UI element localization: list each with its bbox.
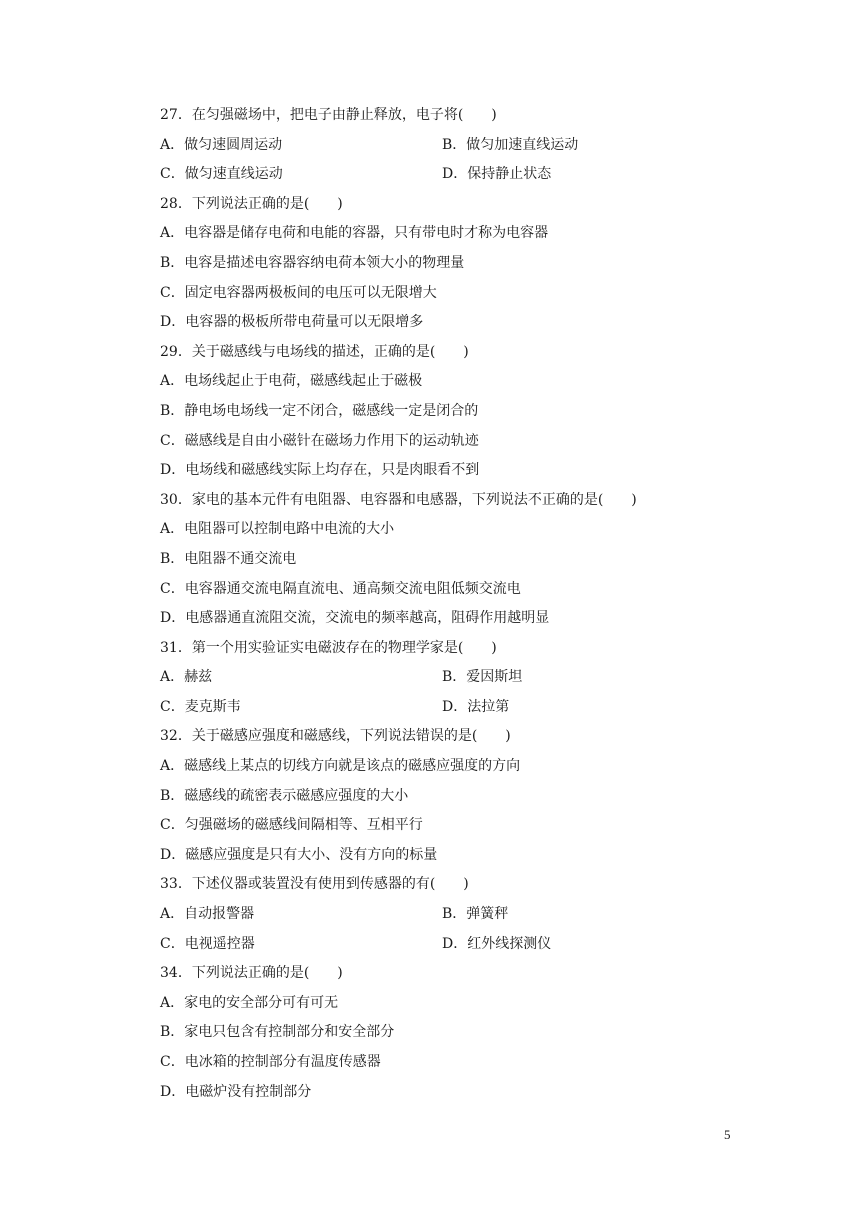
option-b: B．家电只包含有控制部分和安全部分 — [160, 1024, 395, 1041]
question-stem-34: 34．下列说法正确的是( ) — [160, 965, 343, 982]
option-a: A．做匀速圆周运动 — [160, 136, 283, 153]
option-a: A．自动报警器 — [160, 906, 255, 923]
options-row — [160, 900, 760, 930]
option-c: C．磁感线是自由小磁针在磁场力作用下的运动轨迹 — [160, 432, 479, 449]
option-b: B．电容是描述电容器容纳电荷本领大小的物理量 — [160, 254, 465, 271]
option-c: C．匀强磁场的磁感线间隔相等、互相平行 — [160, 817, 423, 834]
question-stem-33: 33．下述仪器或装置没有使用到传感器的有( ) — [160, 876, 469, 893]
option-c: C．麦克斯韦 — [160, 698, 241, 715]
options-row — [160, 693, 760, 723]
option-b: B．做匀加速直线运动 — [442, 136, 579, 153]
question-stem-30: 30．家电的基本元件有电阻器、电容器和电感器，下列说法不正确的是( ) — [160, 491, 637, 508]
option-d: D．电感器通直流阻交流，交流电的频率越高，阻碍作用越明显 — [160, 610, 550, 627]
question-stem-31: 31．第一个用实验证实电磁波存在的物理学家是( ) — [160, 639, 497, 656]
options-row — [160, 160, 760, 190]
option-a: A．家电的安全部分可有可无 — [160, 994, 339, 1011]
option-c: C．电视遥控器 — [160, 935, 255, 952]
option-b: B．静电场电场线一定不闭合，磁感线一定是闭合的 — [160, 402, 479, 419]
option-d: D．法拉第 — [442, 698, 510, 715]
option-d: D．电磁炉没有控制部分 — [160, 1083, 312, 1100]
options-row — [160, 663, 760, 693]
option-d: D．磁感应强度是只有大小、没有方向的标量 — [160, 846, 438, 863]
option-a: A．电容器是储存电荷和电能的容器，只有带电时才称为电容器 — [160, 225, 549, 242]
question-stem-27: 27．在匀强磁场中，把电子由静止释放，电子将( ) — [160, 107, 497, 123]
option-d: D．电场线和磁感线实际上均存在，只是肉眼看不到 — [160, 462, 480, 479]
option-a: A．电场线起止于电荷，磁感线起止于磁极 — [160, 373, 423, 390]
options-row — [160, 131, 760, 161]
question-stem-29: 29．关于磁感线与电场线的描述，正确的是( ) — [160, 343, 469, 360]
option-b: B．电阻器不通交流电 — [160, 550, 297, 567]
option-d: D．电容器的极板所带电荷量可以无限增多 — [160, 314, 424, 331]
option-c: C．电容器通交流电隔直流电、通高频交流电阻低频交流电 — [160, 580, 521, 597]
option-a: A．赫兹 — [160, 669, 213, 686]
question-stem-32: 32．关于磁感应强度和磁感线，下列说法错误的是( ) — [160, 728, 511, 745]
option-b: B．弹簧秤 — [442, 906, 509, 923]
option-d: D．保持静止状态 — [442, 166, 552, 183]
option-c: C．固定电容器两极板间的电压可以无限增大 — [160, 284, 437, 301]
option-c: C．做匀速直线运动 — [160, 166, 283, 183]
option-a: A．磁感线上某点的切线方向就是该点的磁感应强度的方向 — [160, 758, 521, 775]
question-stem-28: 28．下列说法正确的是( ) — [160, 195, 343, 212]
page-number: 5 — [724, 1127, 731, 1142]
options-row — [160, 930, 760, 960]
question-list — [160, 101, 760, 1107]
option-d: D．红外线探测仪 — [442, 935, 552, 952]
option-b: B．爱因斯坦 — [442, 669, 523, 686]
option-a: A．电阻器可以控制电路中电流的大小 — [160, 521, 395, 538]
option-b: B．磁感线的疏密表示磁感应强度的大小 — [160, 787, 409, 804]
option-c: C．电冰箱的控制部分有温度传感器 — [160, 1054, 381, 1070]
